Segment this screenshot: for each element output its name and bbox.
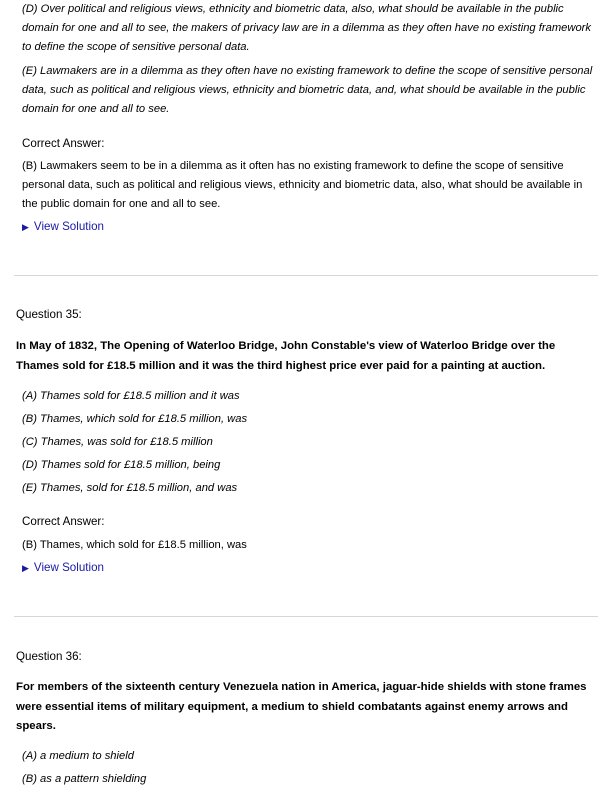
divider	[14, 616, 598, 617]
play-triangle-icon: ▶	[22, 222, 29, 232]
option-e: (E) Thames, sold for £18.5 million, and was	[22, 482, 238, 494]
play-triangle-icon: ▶	[22, 563, 29, 573]
view-solution-link[interactable]	[22, 220, 104, 233]
option-b: (B) Thames, which sold for £18.5 million, was	[22, 413, 248, 425]
correct-answer-text: (B) Lawmakers seem to be in a dilemma as it often has no existing framework to define the scope of sensitive personal data, such as political and religious views, ethnicity and biometric data, also, what should be available in the public domain for one and all to see.	[22, 160, 583, 210]
correct-answer-label: Correct Answer:	[22, 515, 105, 528]
divider	[14, 275, 598, 276]
question-title: Question 36:	[16, 650, 82, 663]
option-e: (E) Lawmakers are in a dilemma as they often have no existing framework to define the scope of sensitive personal data, such as political and religious views, ethnicity and biometric data, and, what should be available in the public domain for one and all to see.	[22, 65, 593, 115]
correct-answer-text: (B) Thames, which sold for £18.5 million, was	[22, 539, 247, 551]
question-text: For members of the sixteenth century Venezuela nation in America, jaguar-hide shields with stone frames were essential items of military equipment, a medium to shield combatants against enemy arrows and spears.	[16, 681, 587, 732]
view-solution-link[interactable]	[22, 561, 104, 574]
option-b: (B) as a pattern shielding	[22, 773, 147, 785]
question-title: Question 35:	[16, 308, 82, 321]
option-d: (D) Over political and religious views, ethnicity and biometric data, also, what should be available in the public domain for one and all to see, the makers of privacy law are in a dilemma as they often have no existing framework to define the scope of sensitive personal data.	[22, 3, 591, 53]
option-a: (A) a medium to shield	[22, 750, 134, 762]
view-solution-label: View Solution	[33, 561, 104, 574]
option-d: (D) Thames sold for £18.5 million, being	[22, 459, 221, 471]
option-c: (C) Thames, was sold for £18.5 million	[22, 436, 213, 448]
view-solution-label: View Solution	[33, 220, 104, 233]
correct-answer-label: Correct Answer:	[22, 137, 105, 150]
option-a: (A) Thames sold for £18.5 million and it was	[22, 390, 240, 402]
question-text: In May of 1832, The Opening of Waterloo Bridge, John Constable's view of Waterloo Bridge over the Thames sold for £18.5 million and it was the third highest price ever paid for a painting at auction.	[16, 340, 556, 372]
